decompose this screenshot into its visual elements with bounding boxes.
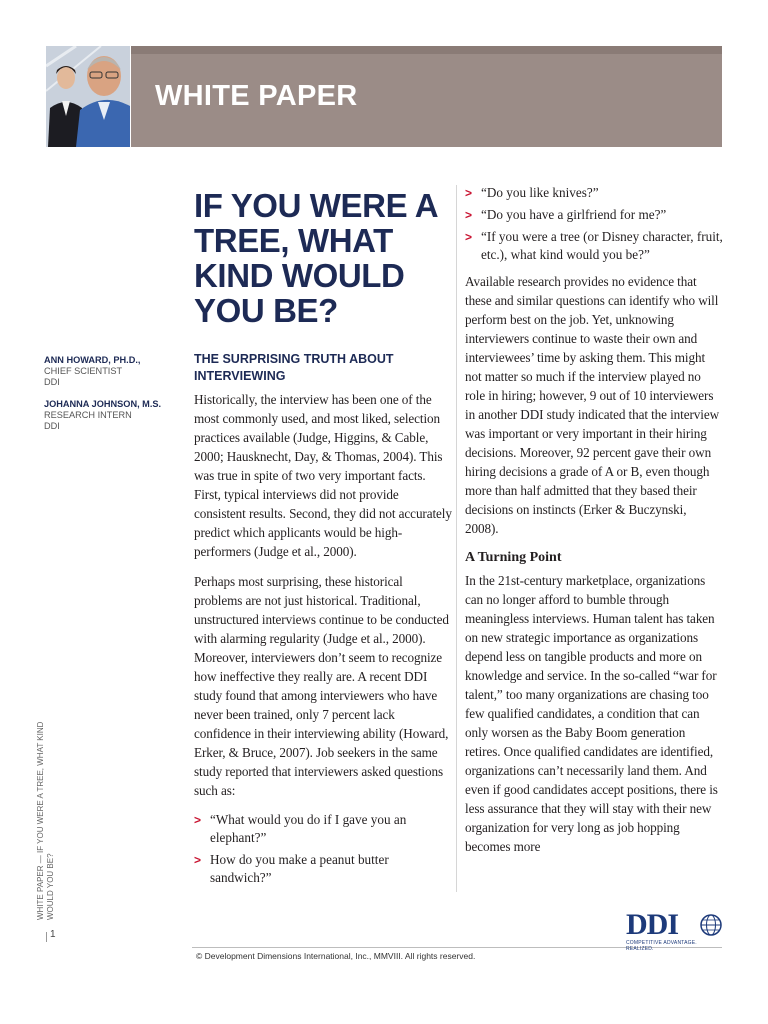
chevron-right-icon: > — [465, 186, 473, 200]
author-organization: DDI — [44, 421, 60, 431]
article-title: IF YOU WERE A TREE, WHAT KIND WOULD YOU BE? — [194, 187, 437, 329]
column-divider — [456, 185, 457, 892]
chevron-right-icon: > — [465, 230, 473, 244]
page-number: 1 — [50, 929, 56, 940]
list-item — [465, 184, 723, 202]
list-item-text: How do you make a peanut butter sandwich?” — [210, 852, 389, 885]
author-role: CHIEF SCIENTIST — [44, 366, 123, 376]
chevron-right-icon: > — [194, 853, 202, 867]
author-name: JOHANNA JOHNSON, M.S. — [44, 399, 162, 409]
list-item-text: “If you were a tree (or Disney character, fruit, etc.), what kind would you be?” — [481, 229, 723, 262]
section-heading: A Turning Point — [465, 550, 562, 565]
page-number-rule — [46, 932, 47, 942]
chevron-right-icon: > — [465, 208, 473, 222]
author-entry — [44, 355, 184, 388]
chevron-right-icon: > — [194, 813, 202, 827]
copyright-footer: © Development Dimensions International, Inc., MMVIII. All rights reserved. — [196, 951, 476, 961]
list-item — [465, 228, 723, 264]
author-name: ANN HOWARD, PH.D., — [44, 355, 141, 365]
globe-icon — [700, 914, 722, 936]
header-photo — [46, 46, 130, 147]
list-item-text: “Do you like knives?” — [481, 185, 599, 200]
header-band — [131, 46, 722, 147]
header-label: WHITE PAPER — [155, 80, 358, 112]
list-item — [194, 851, 452, 887]
body-paragraph: Available research provides no evidence that these and similar questions can identify who will perform best on the job. Yet, unknowing interviewers continue to waste their own and interviewees’ time by asking them. This might not matter so much if the interview played no role in hiring; however, 9 out of 10 interviewers in another DDI study indicated that the interview was important or very important in their hiring decisions. Moreover, 92 percent gave their own hiring decisions a grade of A or B, even though more than half admitted that they based their decisions on instincts (Erker & Buczynski, 2008). — [465, 274, 720, 536]
right-column — [465, 184, 723, 867]
body-paragraph: Perhaps most surprising, these historical problems are not just historical. Traditional, unstructured interviews continue to be conducted with alarming regularity (Judge et al., 2000). Moreover, interviewers don’t seem to recognize how ineffective they really are. A recent DDI study found that among interviewers who have never been trained, only 7 percent lack confidence in their interviewing ability (Howard, Erker, & Bruce, 2007). Job seekers in the same study reported that interviewers asked questions such as: — [194, 574, 449, 798]
author-list — [44, 355, 184, 443]
left-column — [194, 390, 452, 895]
list-item-text: “What would you do if I gave you an elephant?” — [210, 812, 407, 845]
logo-tagline: COMPETITIVE ADVANTAGE. REALIZED. — [626, 940, 697, 952]
running-head: WHITE PAPER — IF YOU WERE A TREE, WHAT KIND WOULD YOU BE? — [36, 721, 55, 920]
people-photo-illustration — [46, 46, 130, 147]
body-paragraph: Historically, the interview has been one of the most commonly used, and most liked, selection practices available (Judge, Higgins, & Cable, 2000; Hausknecht, Day, & Thomas, 2004). This was true in spite of two very important facts. First, typical interviews did not provide consistent results. Second, they did not accurately predict which applicants would be high-performers (Judge et al., 2000). — [194, 392, 452, 559]
section-subtitle: THE SURPRISING TRUTH ABOUT INTERVIEWING — [194, 352, 394, 383]
logo-wordmark: DDI — [626, 908, 679, 941]
question-list — [465, 184, 723, 264]
ddi-logo — [626, 908, 726, 952]
list-item — [194, 811, 452, 847]
list-item-text: “Do you have a girlfriend for me?” — [481, 207, 667, 222]
question-list — [194, 811, 452, 887]
list-item — [465, 206, 723, 224]
body-paragraph: In the 21st-century marketplace, organizations can no longer afford to bumble through meaningless interviews. Human talent has taken on new strategic importance as organizations depend less on tangible products and more on knowledge and service. In the so-called “war for talent,” too many organizations are chasing too few qualified candidates, a condition that can only worsen as the Baby Boom generation retires. Once qualified candidates are identified, organizations can’t necessarily land them. And even if good candidates accept positions, there is less assurance that they will stay with their new organization for very long as job hopping becomes more — [465, 573, 718, 854]
author-entry — [44, 399, 184, 432]
author-role: RESEARCH INTERN — [44, 410, 132, 420]
author-organization: DDI — [44, 377, 60, 387]
